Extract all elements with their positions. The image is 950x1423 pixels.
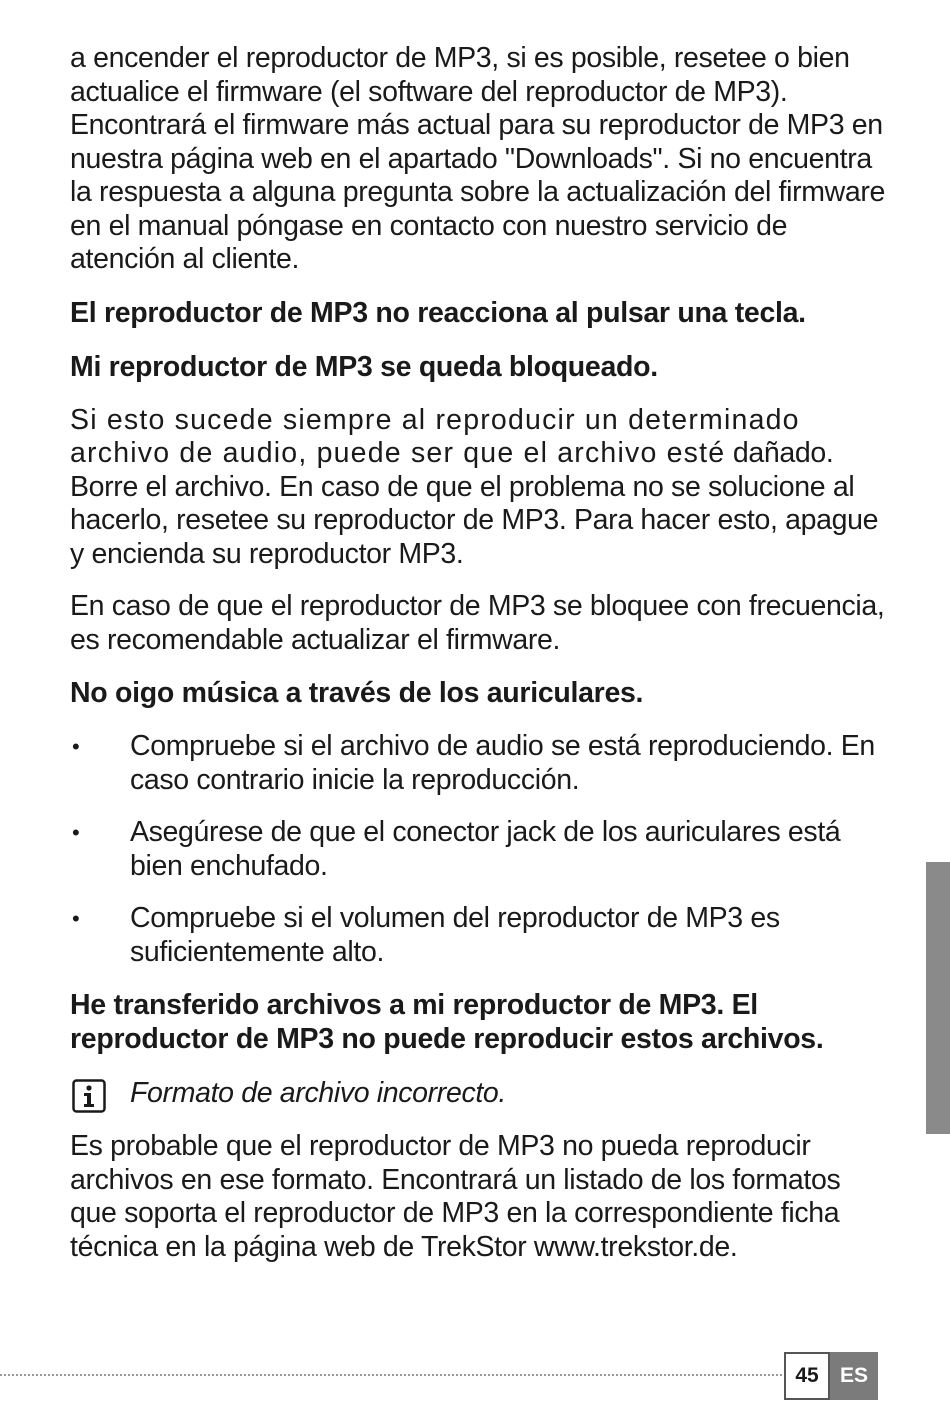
- side-tab-marker: [926, 862, 950, 1134]
- heading-files-not-playable: He transferido archivos a mi reproductor de MP3. El reproductor de MP3 no puede reproducir estos archivos.: [70, 989, 824, 1055]
- paragraph-blocked-cause-part2: dañado. Borre el archivo. En caso de que el problema no se solucione al hacerlo, resetee su reproductor de MP3. Para hacer esto, apague y encienda su reproductor MP3.: [70, 437, 879, 570]
- footer-divider: [0, 1374, 782, 1376]
- info-icon: [72, 1079, 106, 1113]
- paragraph-blocked-cause-part1: Si esto sucede siempre al reproducir un determinado archivo de audio, puede ser que el archivo esté: [70, 403, 800, 469]
- list-item-text: Asegúrese de que el conector jack de los auriculares está bien enchufado.: [130, 816, 841, 882]
- heading-no-music: No oigo música a través de los auriculares.: [70, 677, 644, 709]
- bullet-icon: •: [72, 734, 80, 759]
- list-item-text: Compruebe si el archivo de audio se está reproduciendo. En caso contrario inicie la reproducción.: [130, 730, 875, 796]
- page-number: 45: [784, 1352, 830, 1400]
- note: [70, 1076, 885, 1110]
- bullet-icon: •: [72, 820, 80, 845]
- language-badge: ES: [830, 1352, 878, 1400]
- bullet-icon: •: [72, 906, 80, 931]
- bullet-list: [70, 730, 885, 969]
- heading-player-blocked: Mi reproductor de MP3 se queda bloqueado.: [70, 350, 658, 383]
- document-body: [70, 42, 885, 1283]
- list-item: [70, 816, 885, 883]
- list-item: [70, 902, 885, 969]
- list-item-text: Compruebe si el volumen del reproductor de MP3 es suficientemente alto.: [130, 902, 780, 968]
- paragraph-blocked-cause: [70, 404, 885, 572]
- heading-no-key-reaction: El reproductor de MP3 no reacciona al pulsar una tecla.: [70, 296, 806, 329]
- paragraph-format-info: Es probable que el reproductor de MP3 no pueda reproducir archivos en ese formato. Encontrará un listado de los formatos que soporta el reproductor de MP3 en la correspondiente ficha técnica en la página web de TrekStor www.trekstor.de.: [70, 1130, 841, 1263]
- paragraph-firmware: a encender el reproductor de MP3, si es posible, resetee o bien actualice el firmware (el software del reproductor de MP3). Encontrará el firmware más actual para su reproductor de MP3 en nuestra página web en el apartado "Downloads". Si no encuentra la respuesta a alguna pregunta sobre la actualización del firmware en el manual póngase en contacto con nuestro servicio de atención al cliente.: [70, 42, 885, 275]
- paragraph-frequent-block: En caso de que el reproductor de MP3 se bloquee con frecuencia, es recomendable actualizar el firmware.: [70, 590, 885, 656]
- note-text: Formato de archivo incorrecto.: [130, 1077, 506, 1109]
- list-item: [70, 730, 885, 797]
